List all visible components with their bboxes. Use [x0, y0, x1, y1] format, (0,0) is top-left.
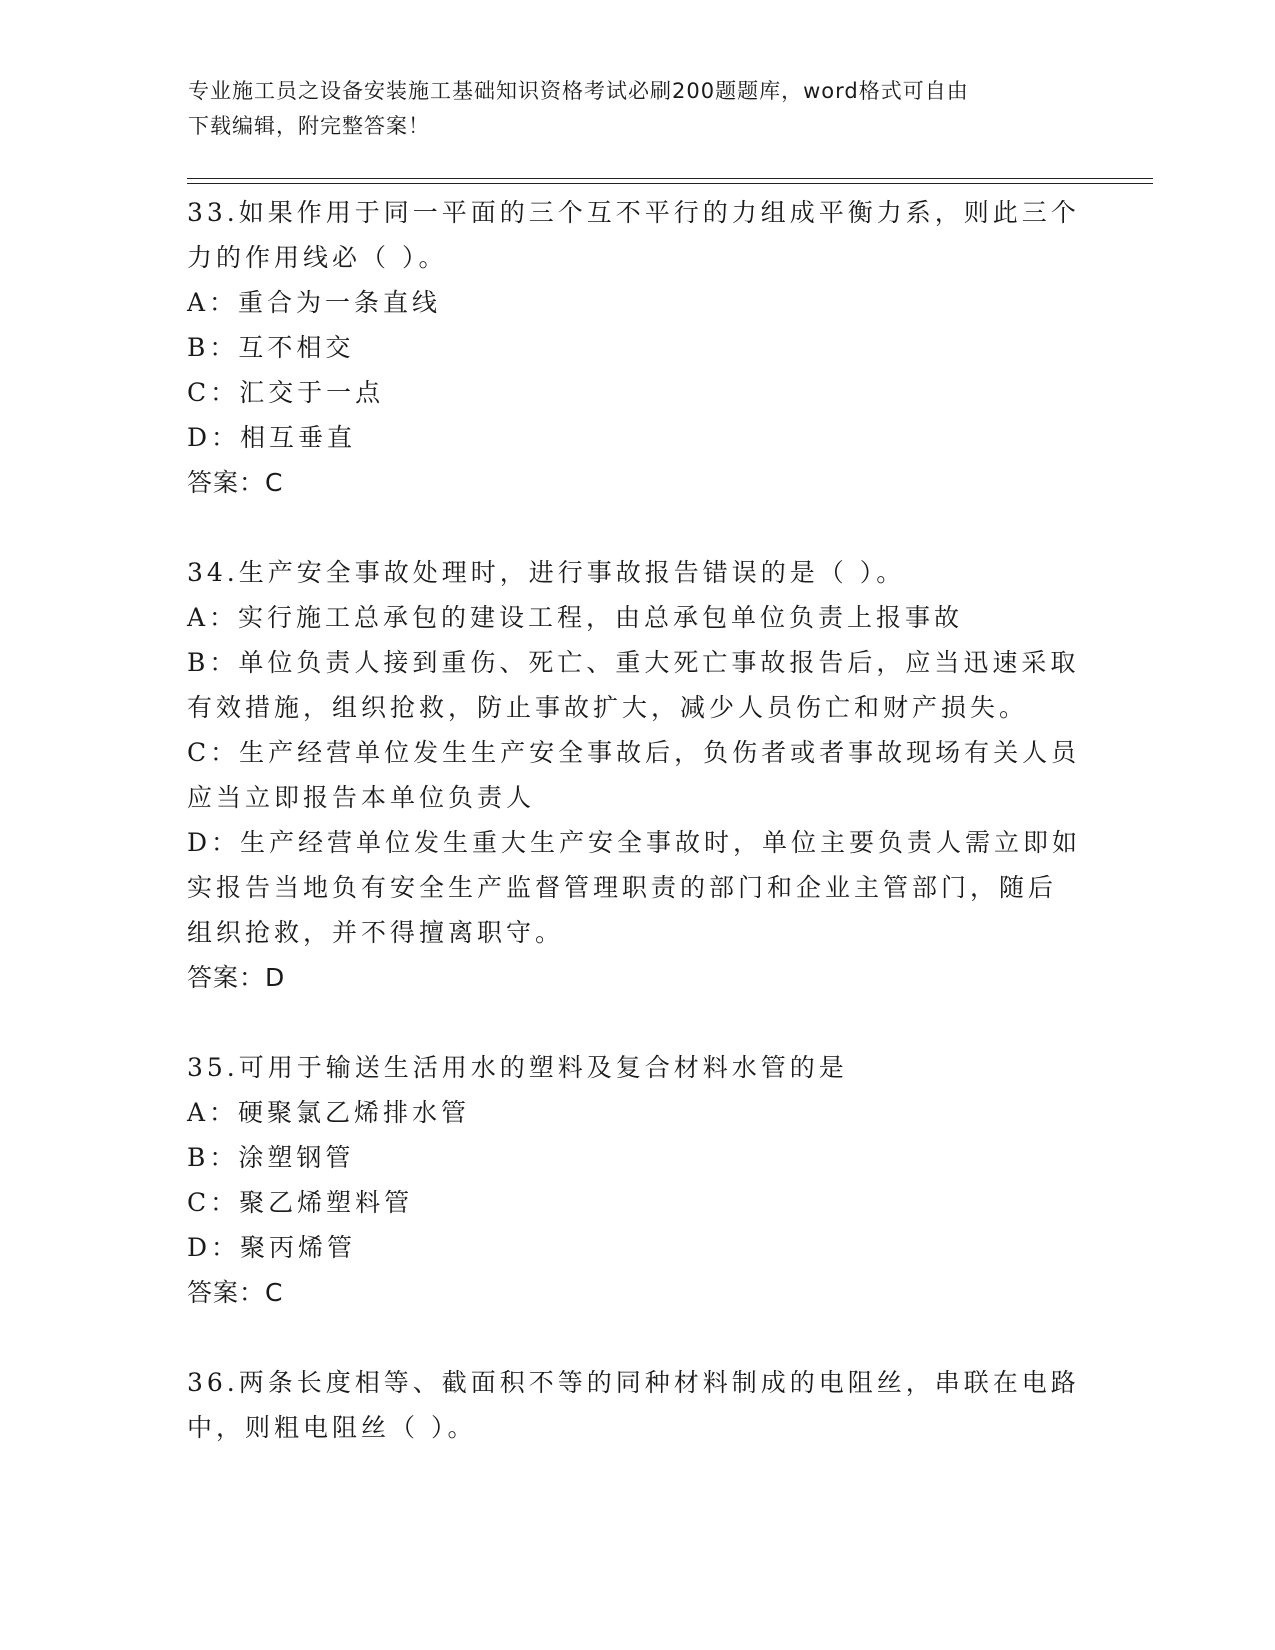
question-stem-line: 中，则粗电阻丝（ ）。 — [187, 1413, 477, 1442]
document-header — [188, 74, 1068, 144]
header-line-1: 专业施工员之设备安装施工基础知识资格考试必刷200题题库，word格式可自由 — [188, 79, 969, 103]
option-d-cont: 实报告当地负有安全生产监督管理职责的部门和企业主管部门，随后 — [187, 873, 1058, 902]
option-b: B：互不相交 — [187, 333, 355, 362]
question-list — [187, 190, 1087, 1450]
question-stem-line: 33.如果作用于同一平面的三个互不平行的力组成平衡力系，则此三个 — [187, 198, 1080, 227]
option-c: C：汇交于一点 — [187, 378, 385, 407]
answer-line: 答案：D — [187, 963, 286, 992]
question-33 — [187, 190, 1087, 505]
option-c: C：生产经营单位发生生产安全事故后，负伤者或者事故现场有关人员 — [187, 738, 1081, 767]
spacer — [187, 1000, 1087, 1045]
option-a: A：硬聚氯乙烯排水管 — [187, 1098, 471, 1127]
question-stem-line: 34.生产安全事故处理时，进行事故报告错误的是（ ）。 — [187, 558, 906, 587]
option-b: B：单位负责人接到重伤、死亡、重大死亡事故报告后，应当迅速采取 — [187, 648, 1080, 677]
option-b-cont: 有效措施，组织抢救，防止事故扩大，减少人员伤亡和财产损失。 — [187, 693, 1029, 722]
header-rule-bottom — [187, 183, 1153, 184]
option-d: D：相互垂直 — [187, 423, 357, 452]
question-36 — [187, 1360, 1087, 1450]
question-stem-line: 36.两条长度相等、截面积不等的同种材料制成的电阻丝，串联在电路 — [187, 1368, 1080, 1397]
option-b: B：涂塑钢管 — [187, 1143, 355, 1172]
answer-line: 答案：C — [187, 468, 284, 497]
option-c-cont: 应当立即报告本单位负责人 — [187, 783, 536, 812]
option-a: A：实行施工总承包的建设工程，由总承包单位负责上报事故 — [187, 603, 964, 632]
answer-line: 答案：C — [187, 1278, 284, 1307]
option-d: D：生产经营单位发生重大生产安全事故时，单位主要负责人需立即如 — [187, 828, 1082, 857]
question-stem-line: 35.可用于输送生活用水的塑料及复合材料水管的是 — [187, 1053, 848, 1082]
header-rule-top — [187, 178, 1153, 179]
option-d-cont: 组织抢救，并不得擅离职守。 — [187, 918, 565, 947]
question-35 — [187, 1045, 1087, 1315]
header-line-2: 下载编辑，附完整答案！ — [188, 114, 430, 138]
spacer — [187, 1315, 1087, 1360]
option-d: D：聚丙烯管 — [187, 1233, 357, 1262]
question-stem-line: 力的作用线必（ ）。 — [187, 243, 448, 272]
option-c: C：聚乙烯塑料管 — [187, 1188, 414, 1217]
spacer — [187, 505, 1087, 550]
option-a: A：重合为一条直线 — [187, 288, 442, 317]
question-34 — [187, 550, 1087, 1000]
